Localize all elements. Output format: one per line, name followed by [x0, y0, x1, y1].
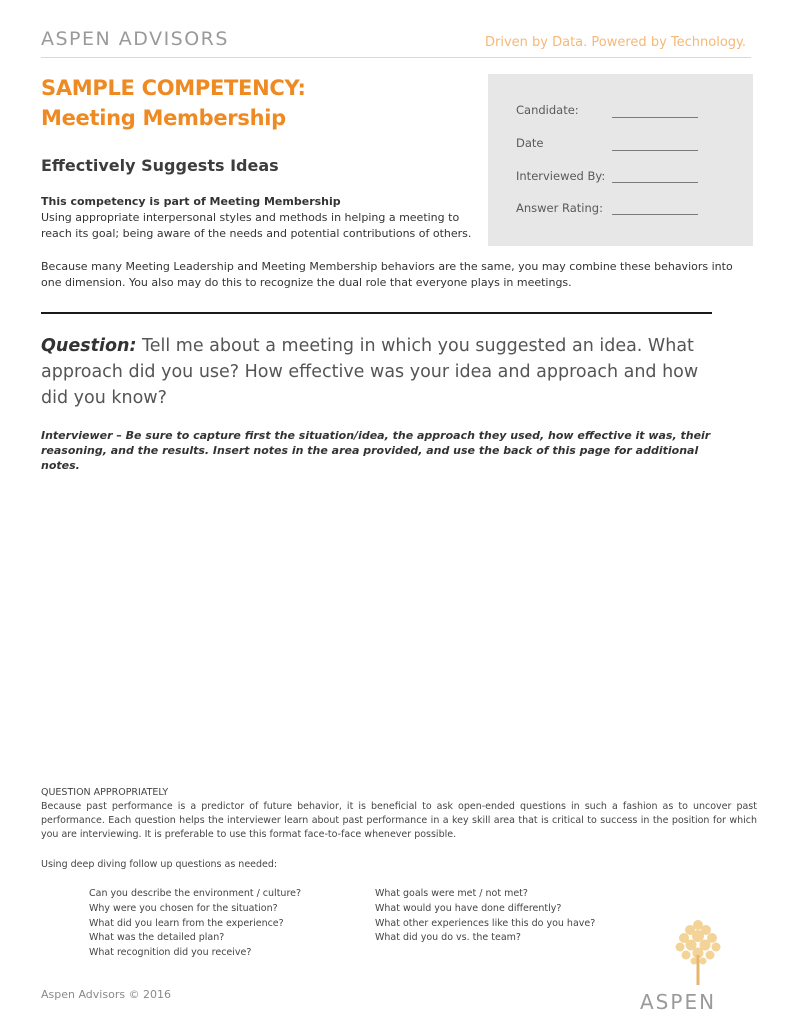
- followup-list-left: [89, 887, 301, 961]
- interview-question: [41, 333, 711, 411]
- answer-rating-field[interactable]: [612, 214, 698, 215]
- followup-item: Can you describe the environment / culture?: [89, 888, 302, 899]
- date-field[interactable]: [612, 150, 698, 151]
- competency-parent-note: This competency is part of Meeting Membership: [41, 195, 341, 208]
- followup-intro: Using deep diving follow up questions as needed:: [41, 859, 278, 870]
- brand-logotype: ASPEN ADVISORS: [41, 28, 229, 50]
- aspen-logotype: ASPEN: [640, 990, 717, 1014]
- interviewed-by-field[interactable]: [612, 182, 698, 183]
- competency-title: SAMPLE COMPETENCY:: [41, 76, 306, 100]
- aspen-tree-icon: [672, 915, 724, 987]
- competency-name: Meeting Membership: [41, 106, 286, 130]
- date-label: Date: [516, 136, 544, 150]
- notes-area[interactable]: [41, 470, 756, 770]
- followup-item: Why were you chosen for the situation?: [89, 902, 278, 914]
- question-appropriately-body: Because past performance is a predictor of future behavior, it is beneficial to ask open-ended questions in such a fashion as to uncover past performance. Each question helps the interviewer learn about past performance in a key skill area that is critical to success in the position for which you are interviewing. It is preferable to use this format face-to-face whenever possible.: [41, 801, 757, 840]
- header-divider: [41, 57, 751, 58]
- tagline: Driven by Data. Powered by Technology.: [485, 35, 746, 50]
- followup-item: What goals were met / not met?: [375, 888, 528, 899]
- followup-item: What other experiences like this do you have?: [375, 917, 596, 929]
- answer-rating-label: Answer Rating:: [516, 201, 603, 215]
- question-text: Tell me about a meeting in which you suggested an idea. What approach did you use? How effective was your idea and approach and how did you know?: [41, 336, 699, 408]
- followup-list-right: [375, 887, 595, 946]
- interviewed-by-label: Interviewed By:: [516, 169, 606, 183]
- followup-item: What was the detailed plan?: [89, 932, 225, 944]
- followup-item: What would you have done differently?: [375, 902, 562, 914]
- candidate-label: Candidate:: [516, 103, 579, 117]
- combine-behaviors-note: Because many Meeting Leadership and Meeting Membership behaviors are the same, you may combine these behaviors into one dimension. You also may do this to recognize the dual role that everyone plays in meetings.: [41, 260, 733, 289]
- candidate-info-box: [488, 74, 753, 246]
- competency-definition: Using appropriate interpersonal styles and methods in helping a meeting to reach its goal; being aware of the needs and potential contributions of others.: [41, 211, 472, 240]
- question-label: Question:: [41, 336, 137, 356]
- interviewer-instructions: Interviewer – Be sure to capture first the situation/idea, the approach they used, how effective it was, their reasoning, and the results. Insert notes in the area provided, and use the back of this page for additional notes.: [41, 429, 711, 472]
- candidate-field[interactable]: [612, 117, 698, 118]
- competency-subtitle: Effectively Suggests Ideas: [41, 156, 279, 175]
- followup-item: What did you do vs. the team?: [375, 932, 521, 944]
- copyright: Aspen Advisors © 2016: [41, 988, 172, 1001]
- followup-item: What did you learn from the experience?: [89, 917, 284, 929]
- question-appropriately-heading: QUESTION APPROPRIATELY: [41, 787, 169, 798]
- followup-item: What recognition did you receive?: [89, 947, 252, 959]
- section-divider: [41, 312, 712, 314]
